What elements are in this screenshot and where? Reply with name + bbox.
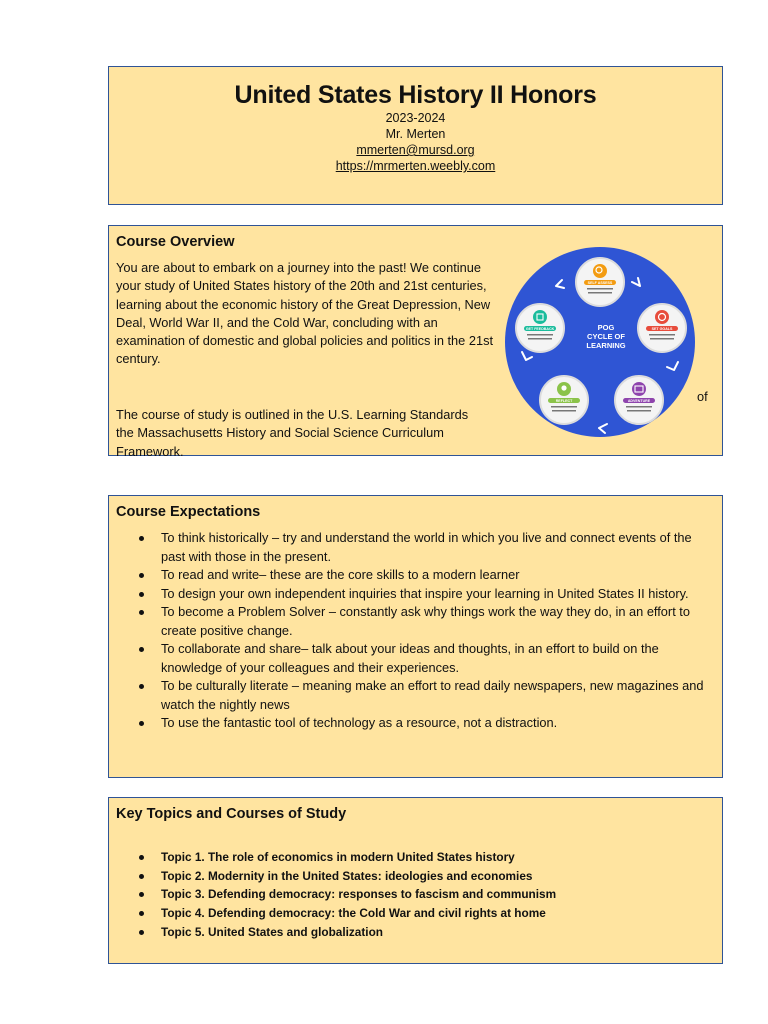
node-label-get-feedback: GET FEEDBACK <box>525 327 555 331</box>
list-item-text: To read and write– these are the core skills to a modern learner <box>161 567 520 582</box>
list-item-text: To collaborate and share– talk about your ideas and thoughts, in an effort to build on the knowledge of your colleagues and their experiences. <box>161 641 659 675</box>
list-item-text: Topic 2. Modernity in the United States: ideologies and economies <box>161 868 533 883</box>
list-item-text: To be culturally literate – meaning make an effort to read daily newspapers, new magazines and watch the nightly news <box>161 678 704 712</box>
list-item <box>139 714 719 733</box>
node-self-assess <box>576 258 624 306</box>
list-item <box>139 529 719 566</box>
list-item-text: To design your own independent inquiries that inspire your learning in United States II history. <box>161 585 689 601</box>
center-label-2: CYCLE OF <box>587 332 625 341</box>
topics-list <box>139 848 699 942</box>
page-title: United States History II Honors <box>234 81 597 109</box>
list-item-text: Topic 4. Defending democracy: the Cold War and civil rights at home <box>161 906 546 921</box>
bullet-icon <box>139 911 144 916</box>
header-box <box>108 66 723 205</box>
overview-paragraph-2-part-2: the Massachusetts History and Social Science Curriculum Framework. <box>116 425 444 459</box>
list-item-text: To use the fantastic tool of technology as a resource, not a distraction. <box>161 715 558 730</box>
email-link[interactable]: mmerten@mursd.org <box>356 143 475 157</box>
bullet-icon <box>139 930 144 935</box>
node-adventure <box>615 376 663 424</box>
node-reflect <box>540 376 588 424</box>
list-item-text: Topic 3. Defending democracy: responses to fascism and communism <box>161 887 557 902</box>
school-year: 2023-2024 <box>385 111 446 125</box>
list-item <box>139 885 699 904</box>
list-item <box>139 923 699 942</box>
bullet-icon <box>139 855 144 860</box>
course-expectations-box <box>108 495 723 778</box>
bullet-icon <box>139 573 144 578</box>
list-item <box>139 848 699 867</box>
list-item-text: To become a Problem Solver – constantly ask why things work the way they do, in an effort to create positive change. <box>161 604 690 638</box>
node-label-set-goals: SET GOALS <box>651 327 673 331</box>
pog-cycle-of-learning-graphic <box>504 242 696 442</box>
expectations-title: Course Expectations <box>116 504 261 520</box>
bullet-icon <box>139 647 144 652</box>
node-label-self-assess: SELF ASSESS <box>587 281 613 285</box>
list-item-text: Topic 5. United States and globalization <box>161 924 383 939</box>
center-label-3: LEARNING <box>586 341 626 350</box>
overview-paragraph-2 <box>116 406 501 461</box>
list-item <box>139 585 719 604</box>
node-label-reflect: REFLECT <box>555 399 573 403</box>
topics-title: Key Topics and Courses of Study <box>116 806 347 822</box>
node-label-adventure: ADVENTURE <box>627 399 651 403</box>
node-set-goals <box>638 304 686 352</box>
website-link[interactable]: https://mrmerten.weebly.com <box>335 159 496 173</box>
expectations-list <box>139 529 719 733</box>
bullet-icon <box>139 892 144 897</box>
list-item <box>139 603 719 640</box>
node-get-feedback <box>516 304 564 352</box>
bullet-icon <box>139 610 144 615</box>
overview-paragraph-1: You are about to embark on a journey into the past! We continue your study of United States history of the 20th and 21st centuries, learning about the economic history of the Great Depression, New Deal, World War II, and the Cold War, concluding with an examination of domestic and global policies and politics in the 21st century. <box>116 260 494 367</box>
bullet-icon <box>139 536 144 541</box>
key-topics-box <box>108 797 723 964</box>
list-item <box>139 904 699 923</box>
center-label-1: POG <box>597 323 615 332</box>
course-overview-box <box>108 225 723 459</box>
bullet-icon <box>139 874 144 879</box>
bullet-icon <box>139 684 144 689</box>
overview-of-word: of <box>697 389 708 404</box>
list-item-text: Topic 1. The role of economics in modern United States history <box>161 850 515 864</box>
list-item <box>139 867 699 886</box>
list-item <box>139 640 719 677</box>
list-item <box>139 566 719 585</box>
bullet-icon <box>139 592 144 597</box>
overview-paragraph-2-part-1: The course of study is outlined in the U.S. Learning Standards <box>116 407 469 422</box>
overview-title: Course Overview <box>116 234 235 250</box>
bullet-icon <box>139 721 144 726</box>
list-item <box>139 677 719 714</box>
list-item-text: To think historically – try and understand the world in which you live and connect events of the past with those in the present. <box>161 530 692 564</box>
teacher-name: Mr. Merten <box>385 127 446 141</box>
